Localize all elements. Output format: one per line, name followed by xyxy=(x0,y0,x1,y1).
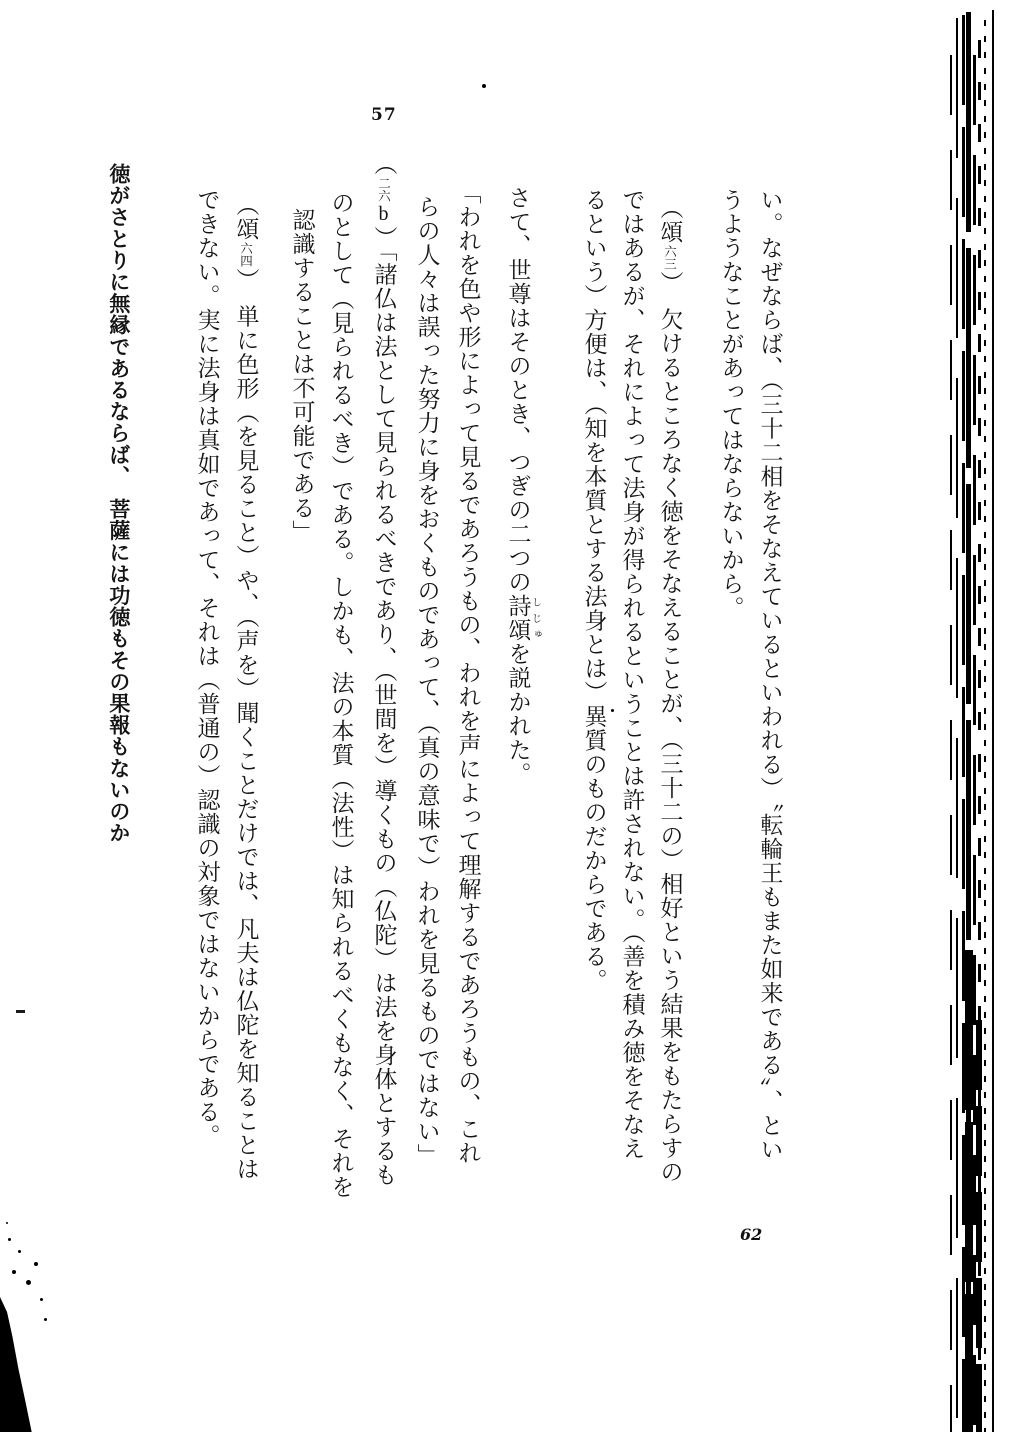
scan-streak-right-7 xyxy=(984,20,986,1432)
text-column-9-body: 「諸仏は法として見られるべきであり、（世間を）導くもの（仏陀）は法を身体とするも xyxy=(371,250,397,1187)
text-column-9 xyxy=(369,152,398,1187)
text-column-7: 「われを色や形によって見るであろうもの、われを声によって理解するであろうもの、これ xyxy=(455,181,481,1165)
verse-marker-63: （頌 xyxy=(657,196,683,244)
text-column-11: 認識することは不可能である」 xyxy=(289,208,315,544)
ink-speck xyxy=(6,1222,8,1224)
text-column-3-body: 欠けるところなく徳をそなえることが、（三十二の）相好という結果をもたらすの xyxy=(657,283,683,1184)
verse-marker-63-number: 六三 xyxy=(662,245,677,270)
verse-marker-64: （頌 xyxy=(233,193,259,241)
ink-speck xyxy=(8,1238,11,1241)
scan-streak-right-1 xyxy=(950,55,952,1432)
scan-streak-right-2 xyxy=(956,18,958,1432)
ink-speck xyxy=(26,1280,31,1285)
scan-streak-right-heavy-2 xyxy=(976,1020,982,1432)
scan-streak-right-8 xyxy=(992,10,994,1432)
ink-speck xyxy=(12,1270,16,1274)
verse-marker-26b-letter: b xyxy=(372,203,395,226)
verse-marker-26b-close: ） xyxy=(371,226,397,250)
text-column-6-post: を説かれた。 xyxy=(505,642,531,786)
text-column-13: できない。実に法身は真如であって、それは（普通の）認識の対象ではないからである。 xyxy=(194,188,220,1148)
text-column-1: い。なぜならば、（三十二相をそなえているといわれる）〝転輪王もまた如来である〟、とい xyxy=(757,188,783,1162)
verse-marker-63-close: ） xyxy=(657,271,683,284)
furigana-text: しじゅ xyxy=(529,594,541,642)
page-number-top: 57 xyxy=(371,105,397,125)
text-column-12-body: 単に色形（を見ること）や、（声を）聞くことだけでは、凡夫は仏陀を知ることは xyxy=(233,280,259,1181)
scan-streak-right-heavy-1 xyxy=(965,950,973,1432)
text-column-2: うようなことがあってはならないから。 xyxy=(718,188,744,620)
furigana-base: 詩頌 xyxy=(505,594,531,642)
stray-dot-top-center xyxy=(482,84,486,88)
verse-marker-26b-number: 二六 xyxy=(376,177,391,202)
page-number-bottom: 62 xyxy=(740,1225,763,1244)
ink-speck xyxy=(34,1262,38,1266)
text-column-10: のとして（見られるべき）である。しかも、法の本質（法性）は知られるべくもなく、それを xyxy=(328,191,354,1199)
verse-marker-64-number: 六四 xyxy=(238,242,253,267)
ink-speck xyxy=(40,1298,43,1301)
verse-marker-26b: （ xyxy=(371,152,397,176)
text-column-3 xyxy=(655,196,684,1184)
furigana-shiju xyxy=(505,594,541,642)
text-column-6 xyxy=(503,186,540,786)
stray-dash-left-edge xyxy=(16,1010,25,1013)
section-heading: 徳がさとりに無縁であるならば、 菩薩には功徳もその果報もないのか xyxy=(106,163,131,844)
text-column-8: らの人々は誤った努力に身をおくものであって、（真の意味で）われを見るものではない」 xyxy=(414,195,440,1168)
stray-dot-middle xyxy=(611,709,614,712)
text-column-4: ではあるが、それによって法身が得られるということは許されない。（善を積み徳をそなえ xyxy=(619,188,645,1161)
text-column-6-pre: さて、世尊はそのとき、つぎの二つの xyxy=(505,186,531,594)
verse-marker-64-close: ） xyxy=(233,268,259,281)
ink-blob-bottom-left xyxy=(0,1282,44,1432)
text-column-12 xyxy=(231,193,260,1181)
text-column-5: るという）方便は、（知を本質とする法身とは）異質のものだからである。 xyxy=(581,188,607,993)
ink-speck xyxy=(18,1250,21,1253)
ink-speck xyxy=(44,1318,47,1321)
